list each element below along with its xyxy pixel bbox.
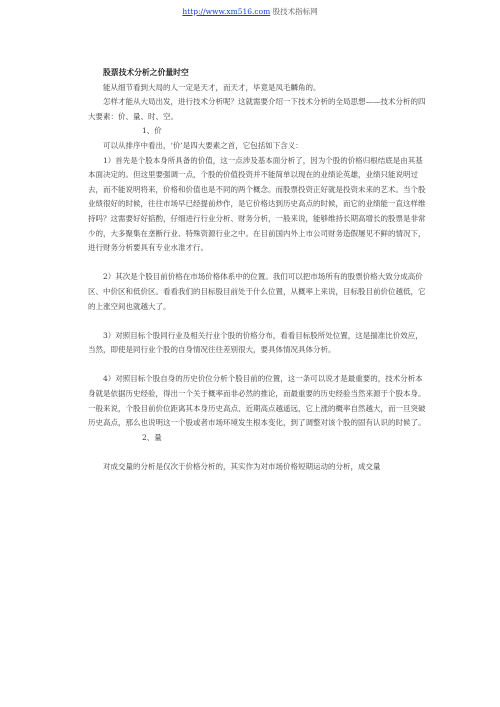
spacer (88, 445, 428, 460)
paragraph-price-1: 1）首先是个股本身所具备的价值，这一点涉及基本面分析了，因为个股的价格归根结底是由其基本面决定的。但这里要强调一点，个股的价值投资并不能简单以现在的业绩论英雄，业绩只能说明过去，而不能说明将来，价格和价值也是不同的两个概念。而股票投资正好就是投资未来的艺术。当个股业绩很好的时候，往往市场早已经提前炒作，是它价格达到历史高点的时候，而它的业绩能一直这样维持吗？这需要好好掂酌，仔细进行行业分析、财务分析，一般来说，能够维持长期高增长的股票是非常少的，大多聚集在垄断行业、特殊资源行业之中。在目前国内外上市公司财务造假屡见不鲜的情况下，进行财务分析要具有专业水准才行。 (88, 155, 426, 253)
paragraph-intro: 能从细节看到大局的人一定是天才，而天才，毕竟是凤毛麟角的。 (103, 82, 321, 92)
spacer (88, 314, 428, 329)
page-header (0, 7, 500, 17)
article-body (88, 66, 428, 475)
spacer (88, 256, 428, 271)
section-heading-price: 1、价 (142, 126, 162, 136)
paragraph-price-intro: 可以从排序中看出，‘价’是四大要素之首，它包括如下含义： (103, 140, 303, 150)
section-heading-volume: 2、量 (142, 432, 162, 442)
paragraph-price-3: 3）对照目标个股同行业及相关行业个股的价格分布，看看目标股所处位置，这是揣准比价效应，当然，即使是同行业个股的自身情况往往差别很大，要具体情况具体分析。 (88, 330, 423, 355)
article-title: 股票技术分析之价量时空 (103, 68, 189, 77)
paragraph-price-2: 2）其次是个股目前价格在市场价格体系中的位置。我们可以把市场所有的股票价格大致分成高价区、中价区和低价区。看看我们的目标股目前处于什么位置，从概率上来说，目标股目前价位越低，它的上涨空间也就越大了。 (88, 272, 426, 311)
paragraph-elements: 怎样才能从大局出发，进行技术分析呢？这就需要介绍一下技术分析的全局思想——技术分析的四大要素：价、量、时、空。 (88, 97, 426, 121)
site-name: 股技术指标网 (270, 7, 318, 16)
site-link[interactable]: http://www.xm516.com (182, 7, 271, 16)
paragraph-volume: 对成交量的分析是仅次于价格分析的，其实作为对市场价格短期运动的分析，成交量 (103, 462, 381, 472)
spacer (88, 358, 428, 373)
paragraph-price-4: 4）对照目标个股自身的历史价位分析个股目前的位置，这一条可以说才是最重要的，技术分析本身就是依据历史经验，得出一个关于概率而非必然的推论，而最重要的历史经验当然来源于个股本身。一般来说，个股目前价位距离其本身历史高点、近期高点越遥远，它上涨的概率自然越大，而一旦突破历史高点，那么也说明这一个股或者市场环境发生根本变化，到了调整对该个股的固有认识的时候了。 (88, 374, 426, 428)
